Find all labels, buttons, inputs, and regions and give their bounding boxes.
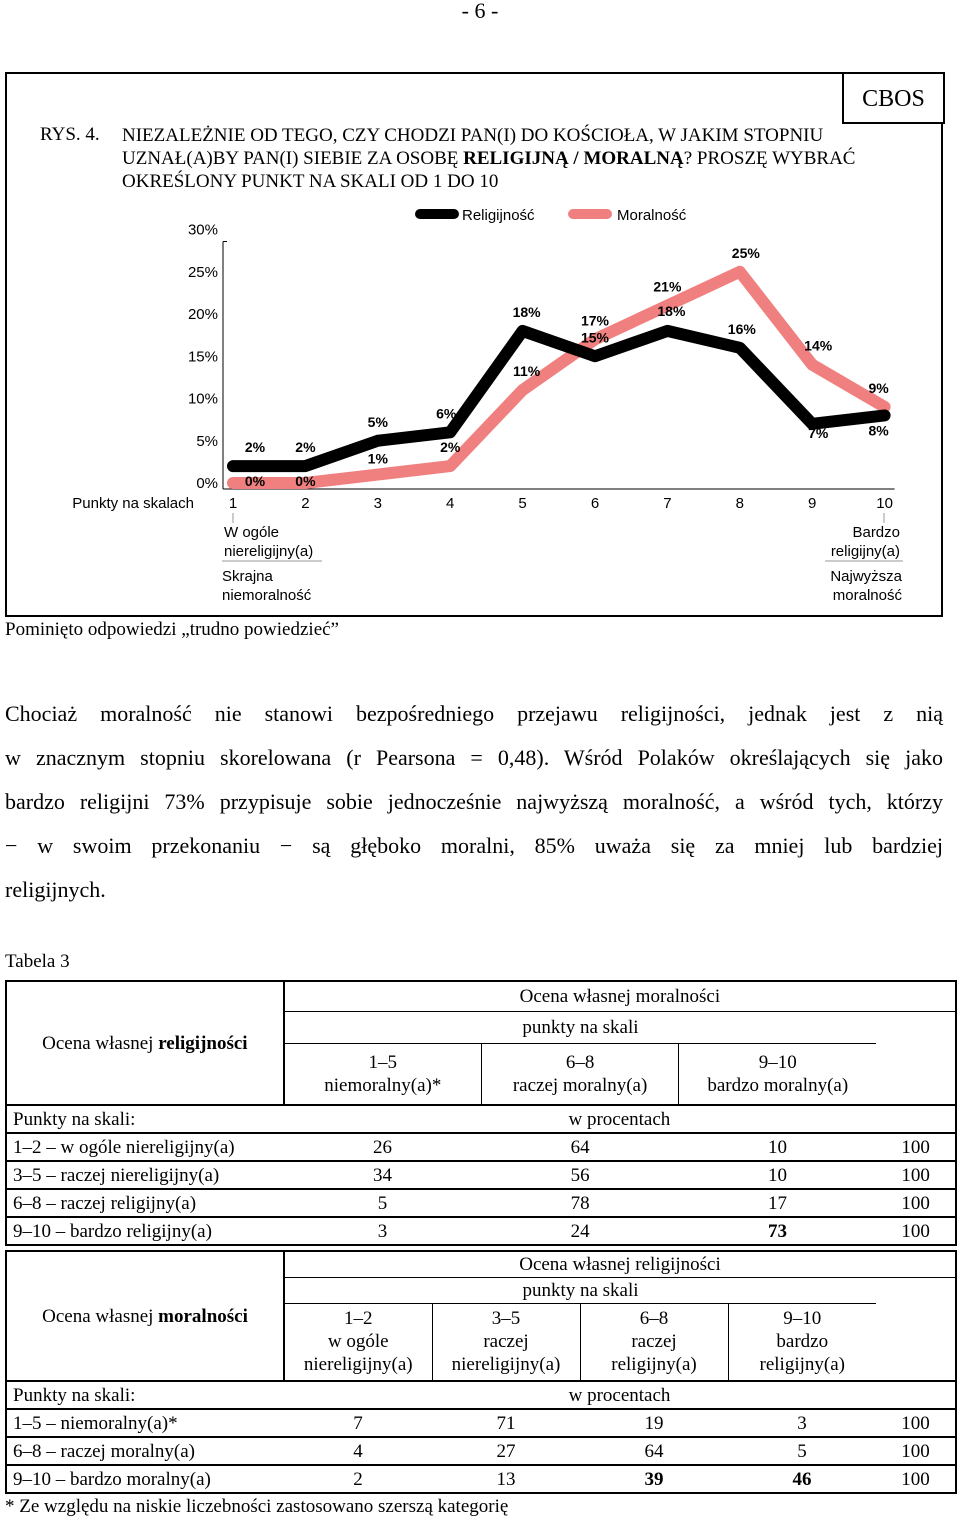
x-tick-label: 4: [446, 495, 455, 512]
data-label: 2%: [295, 439, 316, 456]
question-line-1: NIEZALEŻNIE OD TEGO, CZY CHODZI PAN(I) DO KOŚCIOŁA, W JAKIM STOPNIU: [122, 125, 824, 146]
table-religiosity-vs-morality: [5, 980, 957, 1246]
row-label: 9–10 – bardzo religijny(a): [6, 1217, 284, 1245]
x-axis-label: Punkty na skalach: [72, 495, 194, 512]
data-label: 1%: [367, 450, 388, 467]
table-row: [6, 1409, 956, 1437]
x-tick-label: 1: [228, 495, 238, 512]
table2-row-header-plain: Ocena własnej: [42, 1305, 159, 1327]
data-label: 16%: [727, 320, 756, 337]
endpoint-right-morality: Najwyższa moralność: [830, 568, 902, 604]
table-cell: 100: [876, 1133, 956, 1161]
row-label: 1–5 – niemoralny(a)*: [6, 1409, 284, 1437]
table-row: [6, 1189, 956, 1217]
endpoint-left-religion: W ogóle niereligijny(a): [224, 524, 314, 560]
table-cell: 5: [728, 1437, 876, 1465]
question-line-2: [122, 147, 855, 170]
table-cell: 39: [580, 1465, 728, 1493]
table2-col-sub: punkty na skali: [284, 1277, 876, 1303]
data-label: 18%: [512, 303, 541, 320]
table2-row-header: [6, 1251, 284, 1381]
line-chart: [0, 190, 940, 610]
data-label: 21%: [653, 278, 682, 295]
table-cell: 17: [679, 1189, 876, 1217]
table-footnote: * Ze względu na niskie liczebności zastosowano szerszą kategorię: [5, 1496, 509, 1517]
data-label: 8%: [868, 422, 889, 439]
x-tick-label: 10: [876, 495, 893, 512]
row-label: 9–10 – bardzo moralny(a): [6, 1465, 284, 1493]
table2-row-header-bold: moralności: [158, 1305, 248, 1327]
table-cell: 7: [284, 1409, 432, 1437]
question-line-3: OKREŚLONY PUNKT NA SKALI OD 1 DO 10: [122, 171, 499, 192]
paragraph-line-5: religijnych.: [5, 877, 106, 902]
table-cell: 5: [284, 1189, 482, 1217]
table-cell: 24: [481, 1217, 678, 1245]
figure-label: RYS. 4.: [40, 124, 100, 145]
table-cell: 64: [580, 1437, 728, 1465]
table-cell: 64: [481, 1133, 678, 1161]
endpoint-right-religion: Bardzo religijny(a): [830, 524, 900, 560]
data-label: 0%: [295, 473, 316, 489]
table1-points-label: Punkty na skali:: [6, 1105, 284, 1133]
data-label: 0%: [244, 473, 266, 489]
table-cell: 100: [876, 1161, 956, 1189]
series-line-religiosity: [233, 331, 885, 466]
brand-box: CBOS: [842, 72, 945, 124]
page-number: - 6 -: [461, 0, 499, 23]
y-tick-label: 30%: [187, 221, 218, 239]
table-cell: 56: [481, 1161, 678, 1189]
table2-total-header: [876, 1277, 956, 1381]
x-tick-label: 5: [518, 495, 527, 512]
y-tick-label: 10%: [187, 390, 218, 408]
table-cell: 100: [876, 1409, 956, 1437]
table-cell: 27: [432, 1437, 580, 1465]
table2-col-1: 1–2 w ogóle niereligijny(a): [284, 1303, 432, 1381]
table1-row-header: [6, 981, 284, 1105]
table2-col-3: 6–8 raczej religijny(a): [580, 1303, 728, 1381]
table-cell: 100: [876, 1189, 956, 1217]
legend-label: Moralność: [617, 207, 687, 224]
table-cell: 3: [284, 1217, 482, 1245]
table1-col-3: 9–10 bardzo moralny(a): [679, 1043, 876, 1105]
paragraph-line-1: Chociaż moralność nie stanowi bezpośredniego przejawu religijności, jednak jest z nią: [5, 701, 943, 726]
table1-col-1: 1–5 niemoralny(a)*: [284, 1043, 482, 1105]
data-label: 11%: [512, 363, 541, 380]
omitted-note: Pominięto odpowiedzi „trudno powiedzieć”: [5, 619, 339, 640]
table-cell: 34: [284, 1161, 482, 1189]
y-tick-label: 25%: [187, 263, 218, 281]
table-row: [6, 1437, 956, 1465]
data-label: 2%: [440, 439, 461, 456]
table-cell: 46: [728, 1465, 876, 1493]
table1-col-sub: punkty na skali: [284, 1011, 876, 1043]
y-tick-label: 20%: [187, 306, 218, 323]
table-cell: 73: [679, 1217, 876, 1245]
table-cell: 71: [432, 1409, 580, 1437]
table-cell: 100: [876, 1437, 956, 1465]
data-label: 17%: [580, 312, 610, 329]
table1-unit: w procentach: [284, 1105, 956, 1133]
row-label: 6–8 – raczej moralny(a): [6, 1437, 284, 1465]
table-morality-vs-religiosity: [5, 1250, 957, 1494]
legend-label: Religijność: [462, 207, 535, 224]
table-cell: 26: [284, 1133, 482, 1161]
table-row: [6, 1161, 956, 1189]
table1-row-header-plain: Ocena własnej: [42, 1032, 159, 1054]
table1-row-header-bold: religijności: [158, 1032, 248, 1054]
table-cell: 10: [679, 1161, 876, 1189]
table-cell: 2: [284, 1465, 432, 1493]
table-cell: 19: [580, 1409, 728, 1437]
data-label: 15%: [580, 329, 610, 346]
table1-col-2: 6–8 raczej moralny(a): [481, 1043, 678, 1105]
table-row: [6, 1133, 956, 1161]
x-tick-label: 9: [808, 495, 817, 512]
paragraph-line-3: bardzo religijni 73% przypisuje sobie jednocześnie najwyższą moralność, a wśród tych, którzy: [5, 789, 943, 814]
paragraph-line-2: w znacznym stopniu skorelowana (r Pearsona = 0,48). Wśród Polaków określających się jako: [5, 745, 943, 770]
data-label: 14%: [804, 337, 833, 354]
table2-col-group: Ocena własnej religijności: [284, 1251, 956, 1277]
data-label: 7%: [808, 424, 829, 441]
table1-col-group: Ocena własnej moralności: [284, 981, 956, 1011]
row-label: 3–5 – raczej niereligijny(a): [6, 1161, 284, 1189]
question-line-2-text: UZNAŁ(A)BY PAN(I) SIEBIE ZA OSOBĘ: [122, 148, 464, 169]
chart-axes: [72, 222, 894, 513]
x-tick-label: 7: [663, 495, 672, 512]
chart-endpoint-labels: [222, 513, 903, 604]
x-tick-label: 6: [590, 495, 600, 512]
table-cell: 4: [284, 1437, 432, 1465]
table-cell: 13: [432, 1465, 580, 1493]
x-tick-label: 8: [735, 495, 744, 512]
x-tick-label: 2: [301, 495, 310, 512]
table-row: [6, 1217, 956, 1245]
question-emphasis: RELIGIJNĄ / MORALNĄ: [463, 148, 684, 169]
table-cell: 3: [728, 1409, 876, 1437]
endpoint-left-morality: Skrajna niemoralność: [222, 568, 312, 604]
table1-body: [6, 1133, 956, 1245]
row-label: 1–2 – w ogóle niereligijny(a): [6, 1133, 284, 1161]
data-label: 18%: [657, 302, 686, 319]
table-cell: 100: [876, 1465, 956, 1493]
data-label: 2%: [244, 439, 266, 456]
table1-total-header: [876, 1011, 956, 1105]
x-tick-label: 3: [373, 495, 382, 512]
question-line-2-end: ? PROSZĘ WYBRAĆ: [683, 148, 856, 169]
data-label: 6%: [436, 405, 457, 422]
table2-unit: w procentach: [284, 1381, 956, 1409]
table2-col-4: 9–10 bardzo religijny(a): [728, 1303, 876, 1381]
y-tick-label: 0%: [196, 475, 218, 492]
table2-col-2: 3–5 raczej niereligijny(a): [432, 1303, 580, 1381]
table-row: [6, 1465, 956, 1493]
table2-body: [6, 1409, 956, 1493]
table2-points-label: Punkty na skali:: [6, 1381, 284, 1409]
table-cell: 78: [481, 1189, 678, 1217]
paragraph-line-4: − w swoim przekonaniu − są głęboko moralni, 85% uważa się za mniej lub bardziej: [5, 833, 943, 858]
y-tick-label: 5%: [196, 432, 218, 450]
table-cell: 100: [876, 1217, 956, 1245]
row-label: 6–8 – raczej religijny(a): [6, 1189, 284, 1217]
chart-legend: [420, 207, 687, 224]
data-label: 9%: [868, 379, 889, 396]
y-tick-label: 15%: [187, 348, 218, 366]
data-label: 25%: [731, 244, 760, 261]
table-label: Tabela 3: [5, 951, 70, 972]
chart-series: [233, 272, 885, 483]
table-cell: 10: [679, 1133, 876, 1161]
data-label: 5%: [367, 413, 388, 430]
